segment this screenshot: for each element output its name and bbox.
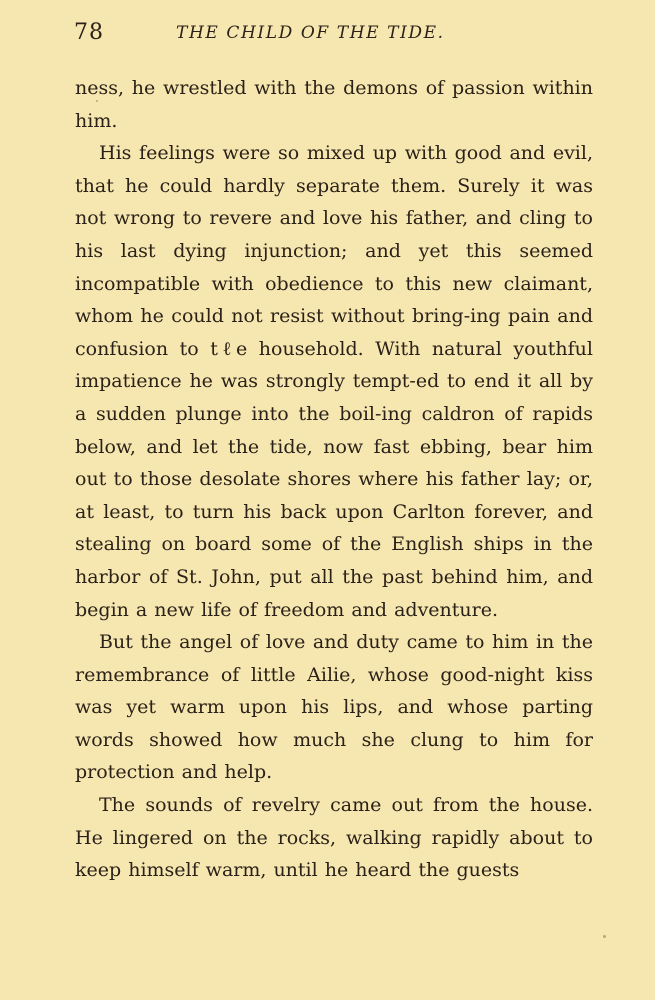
paragraph: But the angel of love and duty came to him in the remembrance of little Ailie, whose good-night kiss was yet warm upon his lips, and whose parting words showed how much she clung to him for protection and help.: [75, 631, 593, 784]
paper-speck: [603, 935, 606, 938]
running-title: THE CHILD OF THE TIDE.: [176, 23, 445, 43]
page-header: [74, 20, 594, 50]
paragraph: His feelings were so mixed up with good and evil, that he could hardly separate them. Surely it was not wrong to revere and love his father, and cling to his last dying injunction; and yet this seemed incompatible with obedience to this new claimant, whom he could not resist without bring-ing pain and confusion to tℓe household. With natural youthful impatience he was strongly tempt-ed to end it all by a sudden plunge into the boil-ing caldron of rapids below, and let the tide, now fast ebbing, bear him out to those desolate shores where his father lay; or, at least, to turn his back upon Carlton forever, and stealing on board some of the English ships in the harbor of St. John, put all the past behind him, and begin a new life of freedom and adventure.: [75, 142, 593, 621]
page-number: 78: [74, 20, 104, 45]
paper-speck: [96, 100, 98, 102]
paragraph: ness, he wrestled with the demons of passion within him.: [75, 77, 593, 132]
paragraph: The sounds of revelry came out from the house. He lingered on the rocks, walking rapidly about to keep himself warm, until he heard the guests: [75, 794, 593, 882]
body-text: [75, 72, 593, 887]
